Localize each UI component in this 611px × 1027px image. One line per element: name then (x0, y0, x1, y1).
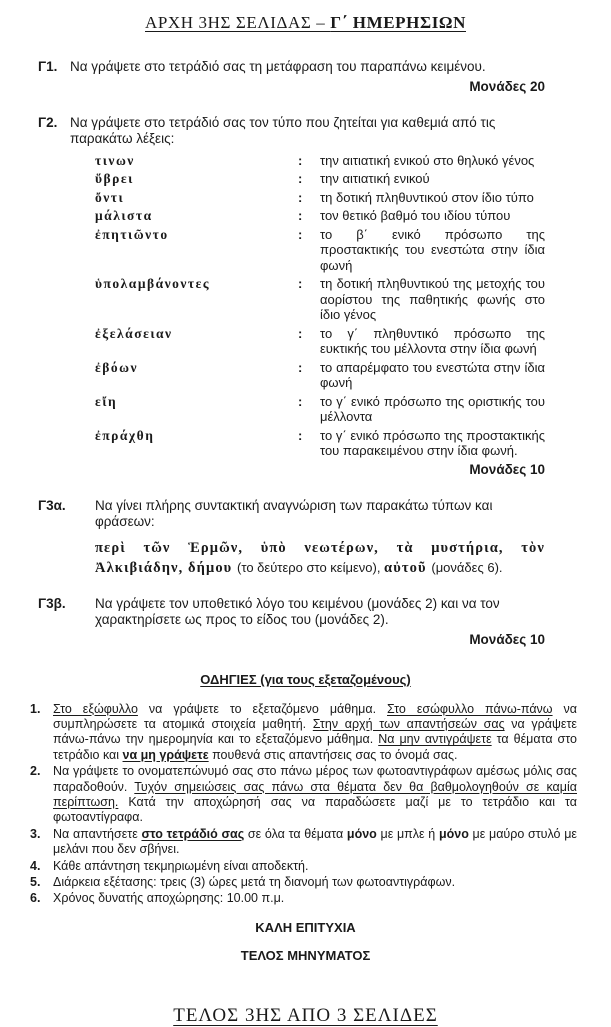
question-g3a-label: Γ3α. (38, 497, 66, 513)
text-segment: να συμπληρώσετε τα ατομικά στοιχεία μαθητή. (53, 701, 577, 731)
instruction-text (53, 891, 577, 906)
grammar-request: το γ΄ πληθυντικό πρόσωπο της ευκτικής του μέλλοντα στην ίδια φωνή (320, 325, 545, 356)
text-segment: να μη γράψετε (122, 747, 209, 762)
text-segment: (το δεύτερο στο κείμενο), (237, 560, 385, 575)
question-g2-text: Να γράψετε στο τετράδιό σας τον τύπο που ζητείται για καθεμιά από τις παρακάτω λέξεις: (70, 114, 496, 146)
question-g1-text: Να γράψετε στο τετράδιό σας τη μετάφραση του παραπάνω κειμένου. (70, 59, 486, 74)
page-header (0, 0, 611, 33)
text-segment: Κατά την αποχώρησή σας να παραδώσετε μαζί με το τετράδιο και τα φωτοαντίγραφα. (53, 794, 577, 825)
instructions-title-text: ΟΔΗΓΙΕΣ (για τους εξεταζομένους) (200, 671, 411, 687)
question-g1-label: Γ1. (38, 59, 58, 74)
ancient-word: ἐξελάσειαν (95, 325, 173, 341)
end-of-page-marker (0, 1005, 611, 1027)
ancient-word: ὑπολαμβάνοντες (95, 276, 211, 291)
instruction-item (30, 827, 577, 858)
instruction-number: 2. (30, 764, 41, 779)
question-g3a (0, 498, 611, 531)
ancient-word: ἐπητιῶντο (95, 226, 169, 242)
instruction-item (30, 764, 577, 826)
grammar-request: το απαρέμφατο του ενεστώτα στην ίδια φωνή (320, 359, 545, 390)
colon-separator: : (298, 393, 303, 409)
ancient-word: ἐβόων (95, 359, 139, 375)
ancient-word: μάλιστα (95, 208, 153, 223)
grammar-request: την αιτιατική ενικού στο θηλυκό γένος (320, 152, 535, 168)
colon-separator: : (298, 325, 303, 341)
text-segment: Κάθε απάντηση τεκμηριωμένη είναι αποδεκτή. (53, 858, 309, 873)
page-header-left: ΑΡΧΗ 3ΗΣ ΣΕΛΙΔΑΣ – (145, 13, 331, 32)
word-list-row (95, 394, 545, 425)
text-segment: Να γράψετε το ονοματεπώνυμό σας στο πάνω μέρος των φωτοαντιγράφων αμέσως μόλις σας παραδοθούν. (53, 764, 577, 794)
text-segment: Τυχόν σημειώσεις σας πάνω στα θέματα δεν θα βαθμολογηθούν σε καμία περίπτωση. (53, 779, 577, 809)
instruction-text (53, 827, 577, 858)
end-of-page-text: ΤΕΛΟΣ 3ΗΣ ΑΠΟ 3 ΣΕΛΙΔΕΣ (173, 1004, 438, 1026)
question-g2 (0, 115, 611, 148)
colon-separator: : (298, 226, 303, 242)
text-segment: με μαύρο στυλό με μελάνι που δεν σβήνει. (53, 826, 577, 857)
text-segment: μόνο (346, 826, 377, 841)
colon-separator: : (298, 208, 303, 223)
grammar-request: το γ΄ ενικό πρόσωπο της οριστικής του μέλλοντα (320, 393, 545, 424)
instruction-text (53, 859, 577, 874)
text-segment: με μπλε ή (376, 826, 439, 841)
ancient-phrase-list (95, 538, 545, 579)
word-list-row (95, 276, 545, 323)
text-segment: Στο εξώφυλλο (53, 701, 138, 716)
text-segment: Να απαντήσετε (53, 826, 142, 841)
instruction-text (53, 702, 577, 764)
question-g1 (0, 59, 611, 76)
colon-separator: : (298, 276, 303, 291)
instruction-item (30, 859, 577, 874)
grammar-request: τη δοτική πληθυντικού στον ίδιο τύπο (320, 189, 534, 205)
instruction-number: 6. (30, 891, 41, 906)
grammar-request: τον θετικό βαθμό του ιδίου τύπου (320, 208, 511, 223)
colon-separator: : (298, 427, 303, 443)
text-segment: Να μην αντιγράψετε (378, 732, 492, 747)
text-segment: Χρόνος δυνατής αποχώρησης: 10.00 π.μ. (53, 891, 285, 906)
instructions-title (0, 672, 611, 687)
instruction-number: 1. (30, 701, 41, 716)
instruction-number: 4. (30, 858, 41, 873)
grammar-request: το γ΄ ενικό πρόσωπο της προστακτικής του παρακειμένου στην ίδια φωνή. (320, 427, 545, 458)
colon-separator: : (298, 189, 303, 205)
grammar-request: την αιτιατική ενικού (320, 171, 430, 186)
text-segment: αὐτοῦ (384, 560, 432, 576)
good-luck-message: ΚΑΛΗ ΕΠΙΤΥΧΙΑ (255, 919, 356, 935)
word-list-row (95, 171, 545, 187)
word-list-row (95, 326, 545, 357)
question-g3b-label: Γ3β. (38, 595, 66, 611)
word-list (0, 153, 611, 459)
colon-separator: : (298, 152, 303, 168)
text-segment: πουθενά στις απαντήσεις σας το όνομά σας. (208, 747, 458, 762)
word-list-row (95, 190, 545, 206)
text-segment: (μονάδες 6). (431, 560, 503, 575)
text-segment: στο τετράδιό σας (141, 826, 245, 841)
instruction-item (30, 702, 577, 764)
grammar-request: τη δοτική πληθυντικού της μετοχής του αορίστου της παθητικής φωνής στο ίδιο γένος (320, 276, 545, 322)
instruction-text (53, 875, 577, 890)
ancient-word: ὄντι (95, 189, 125, 205)
word-list-row (95, 153, 545, 169)
ancient-word: τινων (95, 152, 135, 168)
end-of-message: ΤΕΛΟΣ ΜΗΝΥΜΑΤΟΣ (240, 947, 371, 963)
page-header-right: Γ΄ ΗΜΕΡΗΣΙΩΝ (330, 13, 466, 32)
text-segment: σε όλα τα θέματα (244, 826, 347, 841)
question-g3b-text: Να γράψετε τον υποθετικό λόγο του κειμένου (μονάδες 2) και να τον χαρακτηρίσετε ως προς το είδος του (μονάδες 2). (95, 595, 500, 627)
page-header-title (145, 13, 466, 32)
text-segment: περὶ τῶν Ἑρμῶν, ὑπὸ νεωτέρων, τὰ μυστήρια, τὸν Ἀλκιβιάδην, δήμου (95, 539, 545, 576)
question-g3a-text: Να γίνει πλήρης συντακτική αναγνώριση των παρακάτω τύπων και φράσεων: (95, 497, 493, 529)
ancient-word: εἴη (95, 393, 118, 409)
grammar-request: το β΄ ενικό πρόσωπο της προστακτικής του ενεστώτα στην ίδια φωνή (320, 226, 545, 273)
question-g2-label: Γ2. (38, 114, 58, 130)
text-segment: Στην αρχή των απαντήσεών σας (312, 716, 505, 731)
instruction-number: 5. (30, 874, 41, 889)
ancient-word: ἐπράχθη (95, 427, 155, 443)
text-segment: μόνο (438, 826, 469, 841)
question-g1-marks: Μονάδες 20 (469, 78, 545, 94)
question-g3b (0, 596, 611, 629)
colon-separator: : (298, 171, 303, 186)
colon-separator: : (298, 359, 303, 375)
question-g3-marks: Μονάδες 10 (469, 631, 545, 647)
text-segment: να γράψετε το εξεταζόμενο μάθημα. (137, 701, 388, 716)
text-segment: Στο εσώφυλλο πάνω-πάνω (387, 701, 553, 716)
ancient-word: ὕβρει (95, 171, 134, 186)
text-segment: να γράψετε πάνω-πάνω την ημερομηνία και το εξεταζόμενο μάθημα. (53, 716, 577, 747)
word-list-row (95, 208, 545, 224)
instruction-item (30, 875, 577, 890)
instruction-item (30, 891, 577, 906)
word-list-row (95, 227, 545, 274)
word-list-row (95, 360, 545, 391)
instruction-text (53, 764, 577, 826)
instruction-number: 3. (30, 826, 41, 841)
word-list-row (95, 428, 545, 459)
question-g2-marks: Μονάδες 10 (469, 461, 545, 477)
instructions-list (0, 702, 611, 907)
text-segment: Διάρκεια εξέτασης: τρεις (3) ώρες μετά τη διανομή των φωτοαντιγράφων. (53, 874, 456, 889)
text-segment: τα θέματα στο τετράδιο και (53, 732, 577, 762)
